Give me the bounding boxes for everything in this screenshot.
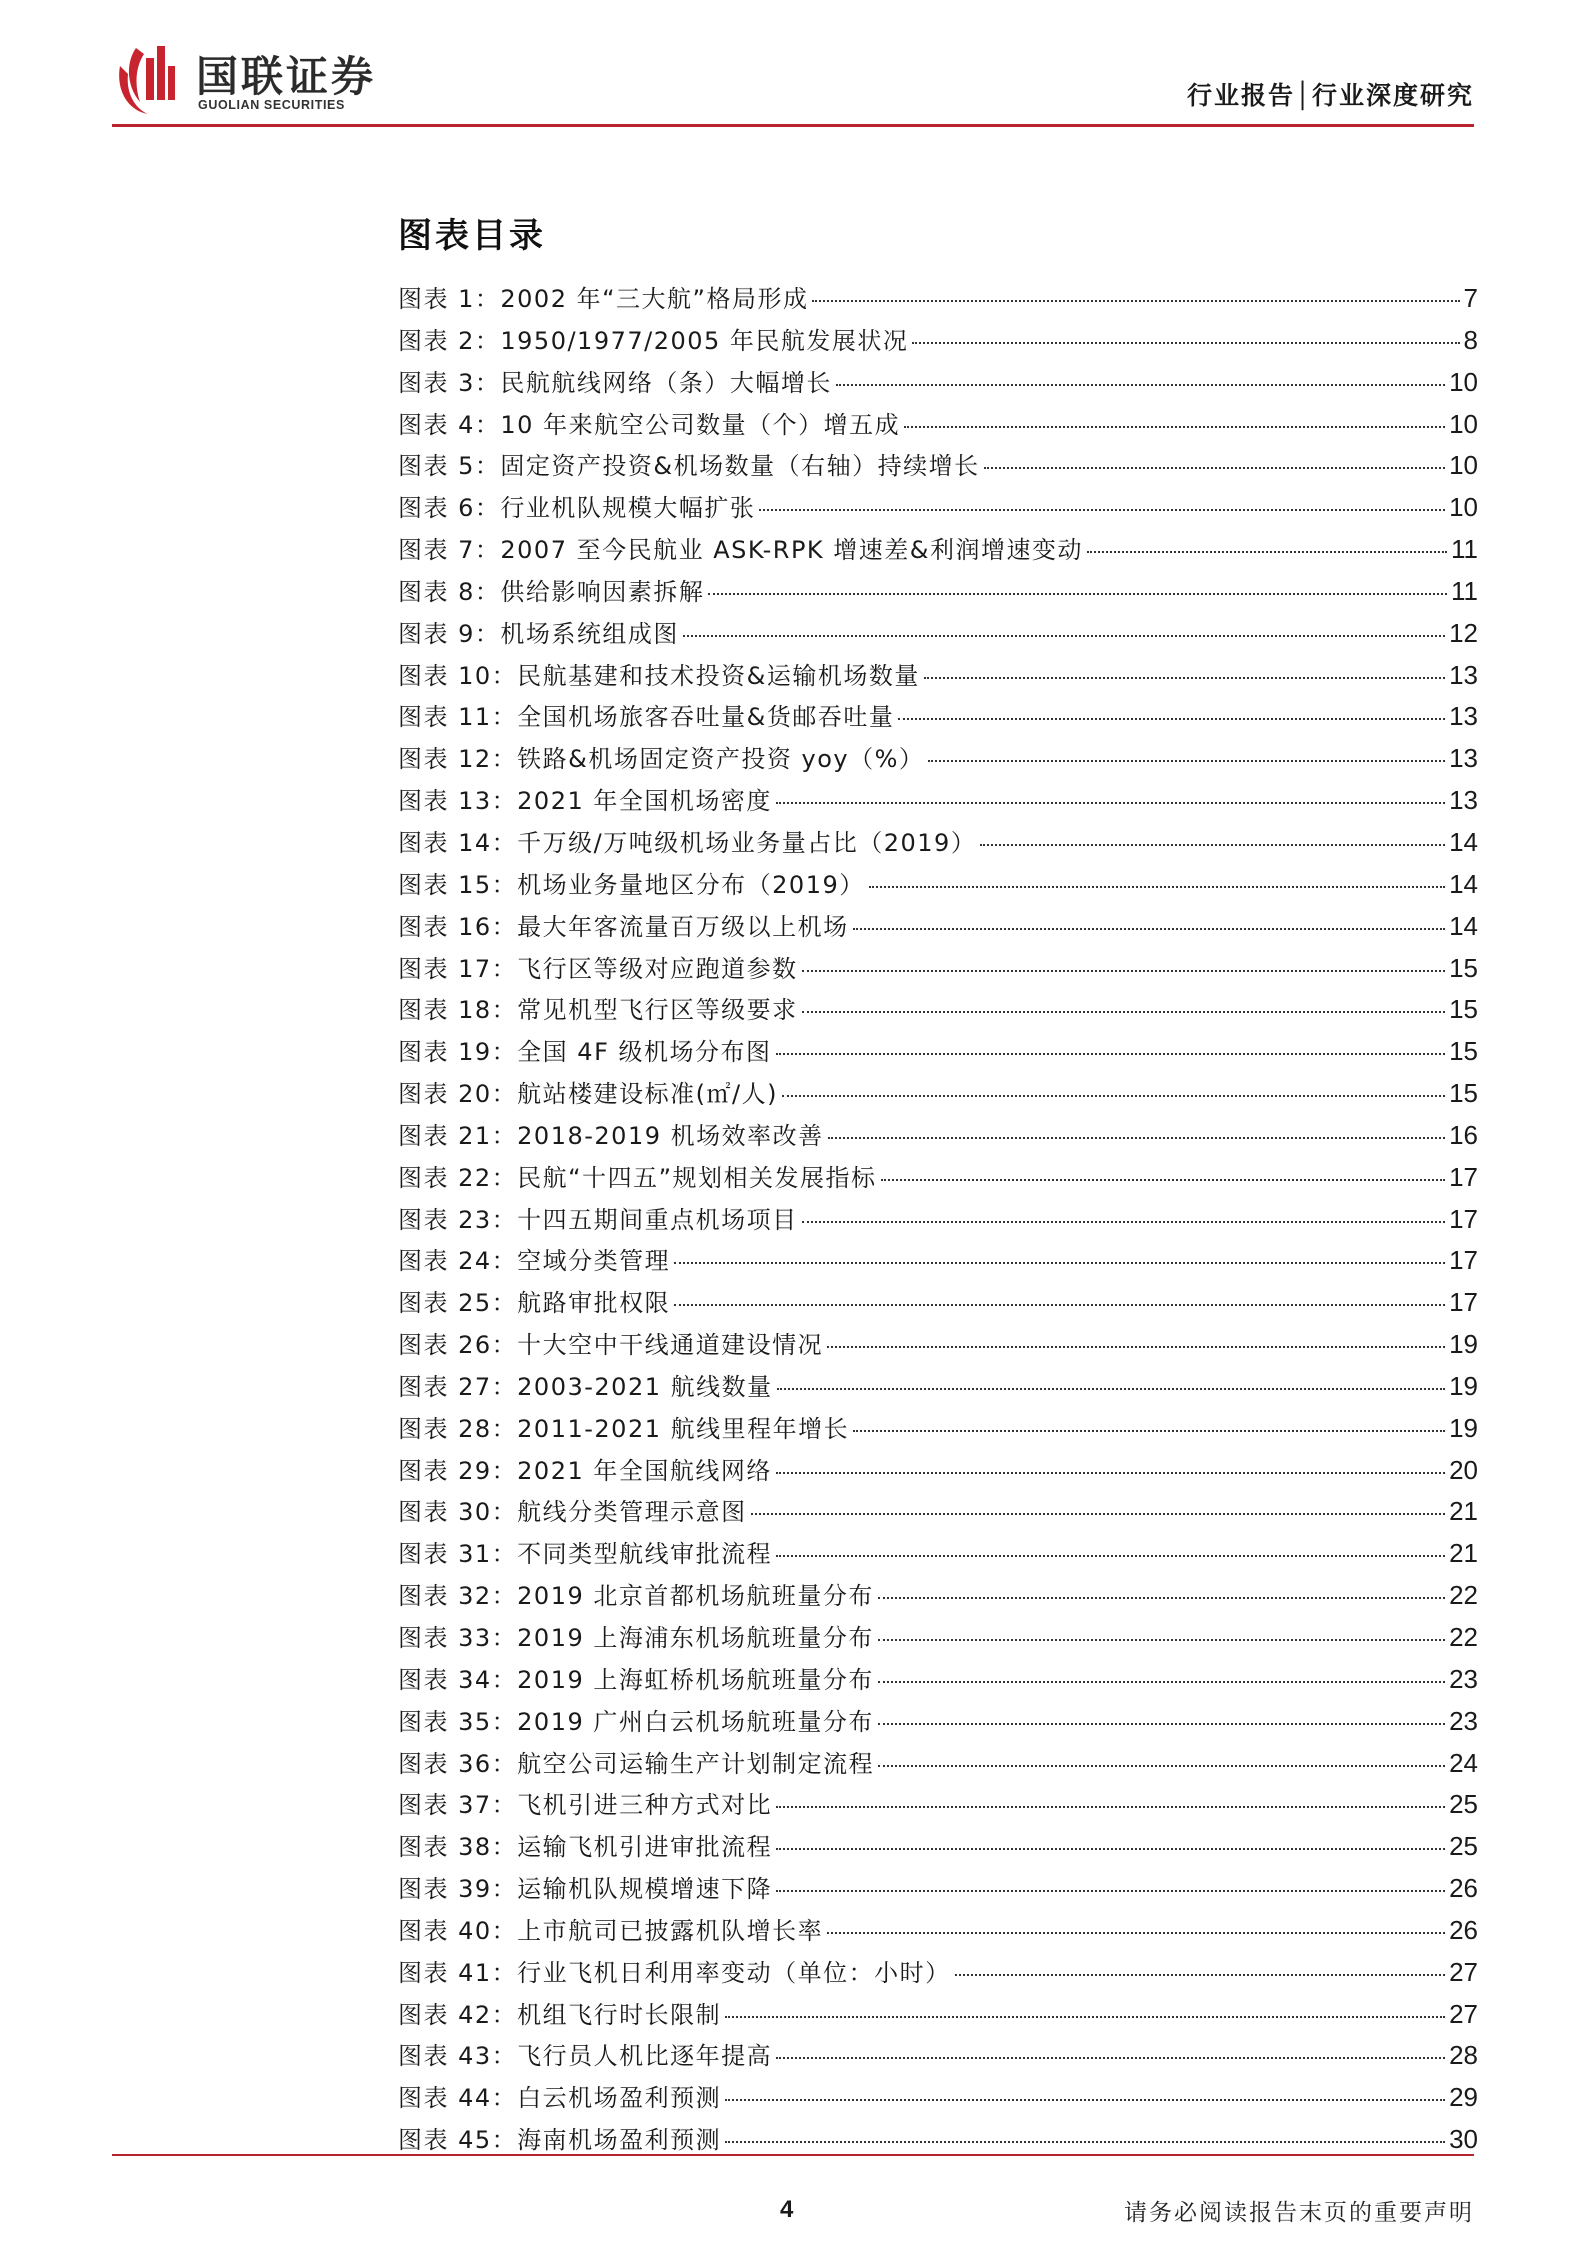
toc-entry-label: 图表 23：十四五期间重点机场项目: [398, 1205, 798, 1234]
toc-leader-dots: [776, 1848, 1445, 1850]
footer-divider: [112, 2154, 1474, 2156]
toc-leader-dots: [776, 802, 1445, 804]
toc-entry-page: 22: [1449, 1622, 1478, 1652]
toc-entry-label: 图表 15：机场业务量地区分布（2019）: [398, 870, 865, 899]
toc-leader-dots: [725, 2141, 1445, 2143]
toc-entry-page: 12: [1449, 617, 1478, 648]
toc-leader-dots: [853, 928, 1445, 930]
toc-entry-page: 17: [1449, 1245, 1478, 1276]
toc-leader-dots: [751, 1513, 1445, 1515]
toc-entry-page: 10: [1449, 366, 1478, 397]
toc-entry[interactable]: [398, 1491, 1478, 1533]
toc-entry[interactable]: [398, 1743, 1478, 1785]
toc-entry[interactable]: [398, 696, 1478, 738]
toc-entry-page: 13: [1449, 743, 1478, 774]
toc-entry-label: 图表 4：10 年来航空公司数量（个）增五成: [398, 410, 901, 439]
toc-entry-label: 图表 17：飞行区等级对应跑道参数: [398, 954, 798, 983]
toc-entry-label: 图表 20：航站楼建设标准(㎡/人): [398, 1080, 778, 1109]
toc-leader-dots: [912, 342, 1459, 344]
toc-entry-page: 15: [1449, 1078, 1478, 1109]
toc-entry-label: 图表 32：2019 北京首都机场航班量分布: [398, 1582, 874, 1611]
toc-entry[interactable]: [398, 822, 1478, 864]
toc-entry-page: 28: [1449, 2040, 1478, 2071]
toc-entry[interactable]: [398, 1199, 1478, 1241]
toc-entry-label: 图表 5：固定资产投资&机场数量（右轴）持续增长: [398, 452, 980, 481]
toc-list: [398, 278, 1478, 2161]
toc-entry-page: 15: [1449, 1036, 1478, 1067]
toc-leader-dots: [928, 760, 1445, 762]
toc-leader-dots: [776, 1472, 1445, 1474]
toc-entry[interactable]: [398, 2077, 1478, 2119]
toc-entry-page: 14: [1449, 868, 1478, 899]
toc-entry[interactable]: [398, 1910, 1478, 1952]
toc-entry-label: 图表 21：2018-2019 机场效率改善: [398, 1121, 824, 1150]
toc-entry-label: 图表 1：2002 年“三大航”格局形成: [398, 285, 809, 313]
footer-disclaimer: 请务必阅读报告末页的重要声明: [1124, 2200, 1474, 2226]
toc-entry[interactable]: [398, 1659, 1478, 1701]
report-type: 行业报告│行业深度研究: [1186, 81, 1474, 110]
toc-leader-dots: [776, 2057, 1445, 2059]
company-name-cn: 国联证券: [196, 52, 377, 101]
toc-entry-page: 29: [1449, 2082, 1478, 2113]
toc-leader-dots: [828, 1137, 1445, 1139]
toc-leader-dots: [725, 2016, 1445, 2018]
company-logo: [112, 38, 412, 118]
toc-entry-label: 图表 40：上市航司已披露机队增长率: [398, 1916, 824, 1945]
toc-leader-dots: [725, 2099, 1445, 2101]
toc-entry-label: 图表 10：民航基建和技术投资&运输机场数量: [398, 661, 920, 690]
toc-leader-dots: [708, 593, 1447, 595]
toc-entry[interactable]: [398, 1826, 1478, 1868]
toc-entry-page: 13: [1449, 785, 1478, 816]
toc-entry-label: 图表 26：十大空中干线通道建设情况: [398, 1331, 824, 1360]
toc-entry[interactable]: [398, 906, 1478, 948]
toc-leader-dots: [904, 426, 1445, 428]
toc-leader-dots: [980, 844, 1445, 846]
toc-leader-dots: [898, 718, 1445, 720]
toc-entry-label: 图表 24：空域分类管理: [398, 1247, 671, 1276]
toc-entry-page: 27: [1449, 1998, 1478, 2029]
toc-entry-label: 图表 9：机场系统组成图: [398, 619, 679, 648]
toc-entry[interactable]: [398, 1617, 1478, 1659]
toc-entry[interactable]: [398, 738, 1478, 780]
toc-entry-label: 图表 33：2019 上海浦东机场航班量分布: [398, 1624, 874, 1652]
toc-entry[interactable]: [398, 445, 1478, 487]
toc-entry[interactable]: [398, 1784, 1478, 1826]
toc-entry-label: 图表 37：飞机引进三种方式对比: [398, 1791, 773, 1820]
toc-leader-dots: [853, 1430, 1445, 1432]
toc-entry-page: 14: [1449, 826, 1478, 857]
toc-leader-dots: [836, 384, 1445, 386]
toc-entry[interactable]: [398, 864, 1478, 906]
toc-entry[interactable]: [398, 1031, 1478, 1073]
toc-leader-dots: [759, 509, 1445, 511]
toc-entry-label: 图表 29：2021 年全国航线网络: [398, 1456, 772, 1485]
toc-entry-page: 24: [1449, 1747, 1478, 1778]
toc-entry-page: 17: [1449, 1287, 1478, 1318]
toc-entry[interactable]: [398, 1952, 1478, 1994]
toc-entry-page: 19: [1449, 1370, 1478, 1401]
toc-entry-page: 15: [1449, 952, 1478, 983]
toc-entry-label: 图表 2：1950/1977/2005 年民航发展状况: [398, 326, 909, 355]
toc-leader-dots: [878, 1681, 1445, 1683]
toc-entry-label: 图表 30：航线分类管理示意图: [398, 1498, 747, 1527]
toc-entry-page: 8: [1463, 324, 1478, 355]
toc-entry-page: 17: [1449, 1203, 1478, 1234]
toc-entry[interactable]: [398, 362, 1478, 404]
toc-entry[interactable]: [398, 1575, 1478, 1617]
toc-entry-label: 图表 3：民航航线网络（条）大幅增长: [398, 368, 832, 397]
toc-entry-page: 23: [1449, 1663, 1478, 1694]
toc-leader-dots: [878, 1639, 1445, 1641]
toc-leader-dots: [776, 1806, 1445, 1808]
toc-leader-dots: [878, 1597, 1445, 1599]
toc-entry[interactable]: [398, 948, 1478, 990]
toc-entry[interactable]: [398, 1533, 1478, 1575]
toc-leader-dots: [827, 1346, 1445, 1348]
toc-entry-label: 图表 28：2011-2021 航线里程年增长: [398, 1414, 850, 1443]
toc-entry[interactable]: [398, 404, 1478, 446]
toc-entry-label: 图表 16：最大年客流量百万级以上机场: [398, 912, 849, 941]
guolian-logo-icon: [112, 38, 182, 116]
toc-entry-page: 19: [1449, 1329, 1478, 1360]
toc-leader-dots: [776, 1555, 1445, 1557]
toc-title: 图表目录: [398, 216, 546, 256]
toc-entry-page: 25: [1449, 1831, 1478, 1862]
toc-entry-label: 图表 6：行业机队规模大幅扩张: [398, 494, 756, 523]
toc-leader-dots: [776, 1053, 1446, 1055]
toc-entry-label: 图表 22：民航“十四五”规划相关发展指标: [398, 1163, 877, 1192]
toc-entry-label: 图表 12：铁路&机场固定资产投资 yoy（%）: [398, 745, 925, 774]
toc-entry-page: 11: [1451, 575, 1478, 606]
toc-leader-dots: [802, 970, 1445, 972]
toc-entry[interactable]: [398, 1450, 1478, 1492]
toc-entry-page: 17: [1449, 1161, 1478, 1192]
toc-entry-page: 21: [1449, 1538, 1478, 1569]
toc-entry-page: 21: [1449, 1496, 1478, 1527]
toc-leader-dots: [777, 1388, 1445, 1390]
toc-leader-dots: [955, 1974, 1445, 1976]
toc-leader-dots: [924, 677, 1445, 679]
toc-entry-label: 图表 19：全国 4F 级机场分布图: [398, 1038, 772, 1067]
company-name-en: GUOLIAN SECURITIES: [198, 98, 345, 112]
toc-entry-label: 图表 13：2021 年全国机场密度: [398, 787, 772, 816]
toc-leader-dots: [776, 1890, 1445, 1892]
toc-entry-label: 图表 14：千万级/万吨级机场业务量占比（2019）: [398, 828, 977, 857]
toc-entry-page: 19: [1449, 1412, 1478, 1443]
toc-entry-page: 26: [1449, 1914, 1478, 1945]
toc-entry-page: 22: [1449, 1580, 1478, 1611]
toc-leader-dots: [827, 1932, 1445, 1934]
toc-entry[interactable]: [398, 1701, 1478, 1743]
toc-entry[interactable]: [398, 320, 1478, 362]
toc-entry[interactable]: [398, 1115, 1478, 1157]
toc-entry-page: 27: [1449, 1956, 1478, 1987]
toc-entry-page: 13: [1449, 659, 1478, 690]
toc-entry[interactable]: [398, 1408, 1478, 1450]
toc-leader-dots: [1087, 551, 1447, 553]
toc-entry-label: 图表 35：2019 广州白云机场航班量分布: [398, 1707, 874, 1736]
page-number: 4: [780, 2196, 794, 2223]
toc-entry-page: 13: [1449, 701, 1478, 732]
toc-entry-label: 图表 31：不同类型航线审批流程: [398, 1540, 773, 1569]
header-divider: [112, 124, 1474, 127]
toc-entry-label: 图表 34：2019 上海虹桥机场航班量分布: [398, 1665, 874, 1694]
toc-entry-label: 图表 25：航路审批权限: [398, 1289, 671, 1318]
toc-entry[interactable]: [398, 278, 1478, 320]
toc-entry[interactable]: [398, 989, 1478, 1031]
toc-entry[interactable]: [398, 613, 1478, 655]
toc-entry-label: 图表 8：供给影响因素拆解: [398, 577, 705, 606]
toc-entry-page: 30: [1449, 2124, 1478, 2155]
toc-entry[interactable]: [398, 1157, 1478, 1199]
toc-entry-label: 图表 27：2003-2021 航线数量: [398, 1372, 773, 1401]
toc-leader-dots: [683, 635, 1445, 637]
toc-entry-page: 10: [1449, 492, 1478, 523]
toc-entry-page: 26: [1449, 1873, 1478, 1904]
toc-entry-page: 15: [1449, 994, 1478, 1025]
toc-leader-dots: [869, 886, 1445, 888]
toc-entry-label: 图表 41：行业飞机日利用率变动（单位：小时）: [398, 1958, 951, 1987]
toc-entry[interactable]: [398, 1994, 1478, 2036]
toc-entry-label: 图表 36：航空公司运输生产计划制定流程: [398, 1749, 875, 1778]
toc-leader-dots: [812, 300, 1459, 302]
toc-entry-label: 图表 39：运输机队规模增速下降: [398, 1875, 773, 1904]
toc-entry[interactable]: [398, 1324, 1478, 1366]
toc-entry[interactable]: [398, 1073, 1478, 1115]
toc-entry-page: 7: [1463, 283, 1478, 313]
toc-entry-page: 23: [1449, 1705, 1478, 1736]
toc-entry-label: 图表 42：机组飞行时长限制: [398, 2000, 722, 2029]
toc-entry[interactable]: [398, 1282, 1478, 1324]
toc-leader-dots: [802, 1221, 1445, 1223]
toc-entry-page: 25: [1449, 1789, 1478, 1820]
toc-entry-page: 11: [1451, 534, 1478, 565]
toc-entry[interactable]: [398, 1240, 1478, 1282]
toc-entry-page: 20: [1449, 1454, 1478, 1485]
toc-entry[interactable]: [398, 780, 1478, 822]
toc-entry-label: 图表 11：全国机场旅客吞吐量&货邮吞吐量: [398, 703, 895, 732]
toc-leader-dots: [674, 1262, 1445, 1264]
toc-leader-dots: [878, 1765, 1445, 1767]
toc-entry[interactable]: [398, 571, 1478, 613]
toc-entry-page: 10: [1449, 408, 1478, 439]
toc-entry[interactable]: [398, 487, 1478, 529]
toc-leader-dots: [802, 1011, 1445, 1013]
toc-entry-label: 图表 7：2007 至今民航业 ASK-RPK 增速差&利润增速变动: [398, 536, 1083, 565]
toc-entry-label: 图表 45：海南机场盈利预测: [398, 2126, 722, 2155]
toc-entry-page: 14: [1449, 910, 1478, 941]
toc-entry-label: 图表 18：常见机型飞行区等级要求: [398, 996, 798, 1025]
toc-entry[interactable]: [398, 529, 1478, 571]
page-header: [0, 0, 1586, 130]
toc-entry[interactable]: [398, 655, 1478, 697]
toc-entry-page: 10: [1449, 450, 1478, 481]
toc-entry-label: 图表 44：白云机场盈利预测: [398, 2084, 722, 2113]
toc-leader-dots: [878, 1723, 1445, 1725]
toc-entry[interactable]: [398, 1868, 1478, 1910]
toc-leader-dots: [984, 467, 1445, 469]
toc-entry-label: 图表 43：飞行员人机比逐年提高: [398, 2042, 773, 2071]
toc-entry[interactable]: [398, 1366, 1478, 1408]
toc-entry-label: 图表 38：运输飞机引进审批流程: [398, 1833, 773, 1862]
toc-leader-dots: [782, 1095, 1445, 1097]
toc-entry-page: 16: [1449, 1119, 1478, 1150]
toc-leader-dots: [881, 1179, 1446, 1181]
toc-leader-dots: [674, 1304, 1445, 1306]
toc-entry[interactable]: [398, 2035, 1478, 2077]
